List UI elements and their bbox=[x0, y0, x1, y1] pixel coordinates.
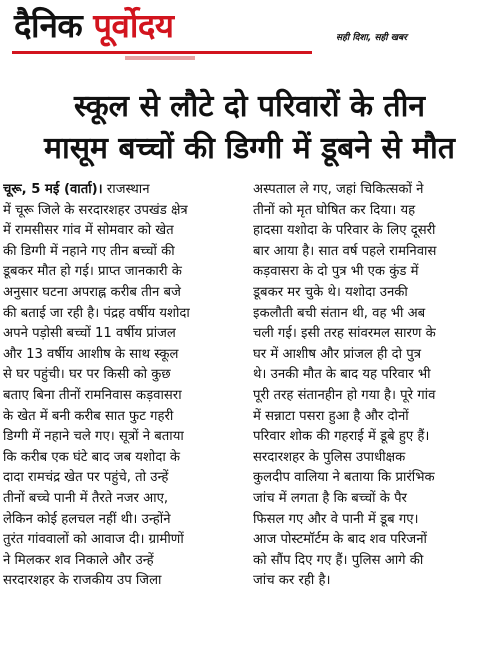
article-line: लेकिन कोई हलचल नहीं थी। उन्होंने bbox=[3, 511, 171, 527]
article-line: परिवार शोक की गहराई में डूबे हुए हैं। bbox=[253, 429, 430, 445]
headline bbox=[0, 86, 499, 170]
logo-word-1: दैनिक bbox=[14, 6, 83, 45]
masthead bbox=[0, 0, 499, 80]
article-line: फिसल गए और वे पानी में डूब गए। bbox=[253, 511, 419, 527]
article-line: दादा रामचंद्र खेत पर पहुंचे, तो उन्हें bbox=[3, 470, 169, 486]
article-line: की बताई जा रही है। पंद्रह वर्षीय यशोदा bbox=[3, 305, 190, 321]
article-line: अपने पड़ोसी बच्चों 11 वर्षीय प्रांजल bbox=[3, 326, 176, 342]
article-line: इकलौती बची संतान थी, वह भी अब bbox=[253, 305, 426, 321]
article-line: चली गई। इसी तरह सांवरमल सारण के bbox=[253, 326, 436, 342]
article-body bbox=[3, 180, 497, 654]
article-line: जांच कर रही है। bbox=[253, 573, 331, 589]
article-line: थे। उनकी मौत के बाद यह परिवार भी bbox=[253, 367, 431, 383]
article-line: जांच में लगता है कि बच्चों के पैर bbox=[253, 490, 407, 506]
article-column-right bbox=[253, 180, 493, 592]
article-line: डूबकर मौत हो गई। प्राप्त जानकारी के bbox=[3, 264, 182, 280]
article-line: बताए बिना तीनों रामनिवास कड़वासरा bbox=[3, 387, 182, 403]
article-line: कड़वासरा के दो पुत्र भी एक कुंड में bbox=[253, 264, 419, 280]
article-line: बार आया है। सात वर्ष पहले रामनिवास bbox=[253, 243, 437, 259]
article-line: कुलदीप वालिया ने बताया कि प्रारंभिक bbox=[253, 470, 435, 486]
article-line: तुरंत गांववालों को आवाज दी। ग्रामीणों bbox=[3, 532, 184, 548]
article-line: और 13 वर्षीय आशीष के साथ स्कूल bbox=[3, 346, 179, 362]
article-line: की डिग्गी में नहाने गए तीन बच्चों की bbox=[3, 243, 175, 259]
headline-line-2: मासूम बच्चों की डिग्गी में डूबने से मौत bbox=[44, 131, 455, 166]
masthead-sub-rule bbox=[125, 56, 195, 60]
article-line: सरदारशहर के पुलिस उपाधीक्षक bbox=[253, 449, 406, 465]
article-line: सरदारशहर के राजकीय उप जिला bbox=[3, 573, 162, 589]
article-line: आज पोस्टमॉर्टम के बाद शव परिजनों bbox=[253, 532, 427, 548]
article-line: के खेत में बनी करीब सात फुट गहरी bbox=[3, 408, 174, 424]
article-line: में चूरू जिले के सरदारशहर उपखंड क्षेत्र bbox=[3, 202, 188, 218]
newspaper-logo bbox=[14, 6, 174, 46]
masthead-rule bbox=[12, 51, 312, 54]
article-line: घर में आशीष और प्रांजल ही दो पुत्र bbox=[253, 346, 422, 362]
article-line: तीनों बच्चे पानी में तैरते नजर आए, bbox=[3, 490, 169, 506]
article-line: कि करीब एक घंटे बाद जब यशोदा के bbox=[3, 449, 181, 465]
article-line: में रामसीसर गांव में सोमवार को खेत bbox=[3, 223, 174, 239]
article-line: को सौंप दिए गए हैं। पुलिस आगे की bbox=[253, 552, 424, 568]
article-line bbox=[3, 180, 243, 201]
article-line: से घर पहुंची। घर पर किसी को कुछ bbox=[3, 367, 171, 383]
article-line: डिग्गी में नहाने चले गए। सूत्रों ने बताया bbox=[3, 429, 184, 445]
article-column-left bbox=[3, 180, 243, 592]
headline-line-1: स्कूल से लौटे दो परिवारों के तीन bbox=[73, 89, 426, 124]
article-line: तीनों को मृत घोषित कर दिया। यह bbox=[253, 202, 416, 218]
article-line: ने मिलकर शव निकाले और उन्हें bbox=[3, 552, 154, 568]
article-line-text: राजस्थान bbox=[106, 182, 150, 197]
article-line: पूरी तरह संतानहीन हो गया है। पूरे गांव bbox=[253, 387, 436, 403]
article-line: हादसा यशोदा के परिवार के लिए दूसरी bbox=[253, 223, 436, 239]
logo-word-2: पूर्वोदय bbox=[93, 6, 174, 45]
tagline: सही दिशा, सही खबर bbox=[336, 33, 407, 43]
dateline: चूरू, 5 मई (वार्ता)। bbox=[3, 182, 103, 197]
article-line: में सन्नाटा पसरा हुआ है और दोनों bbox=[253, 408, 409, 424]
article-line: अस्पताल ले गए, जहां चिकित्सकों ने bbox=[253, 182, 424, 197]
article-line: डूबकर मर चुके थे। यशोदा उनकी bbox=[253, 284, 408, 300]
article-line: अनुसार घटना अपराह्न करीब तीन बजे bbox=[3, 284, 181, 300]
